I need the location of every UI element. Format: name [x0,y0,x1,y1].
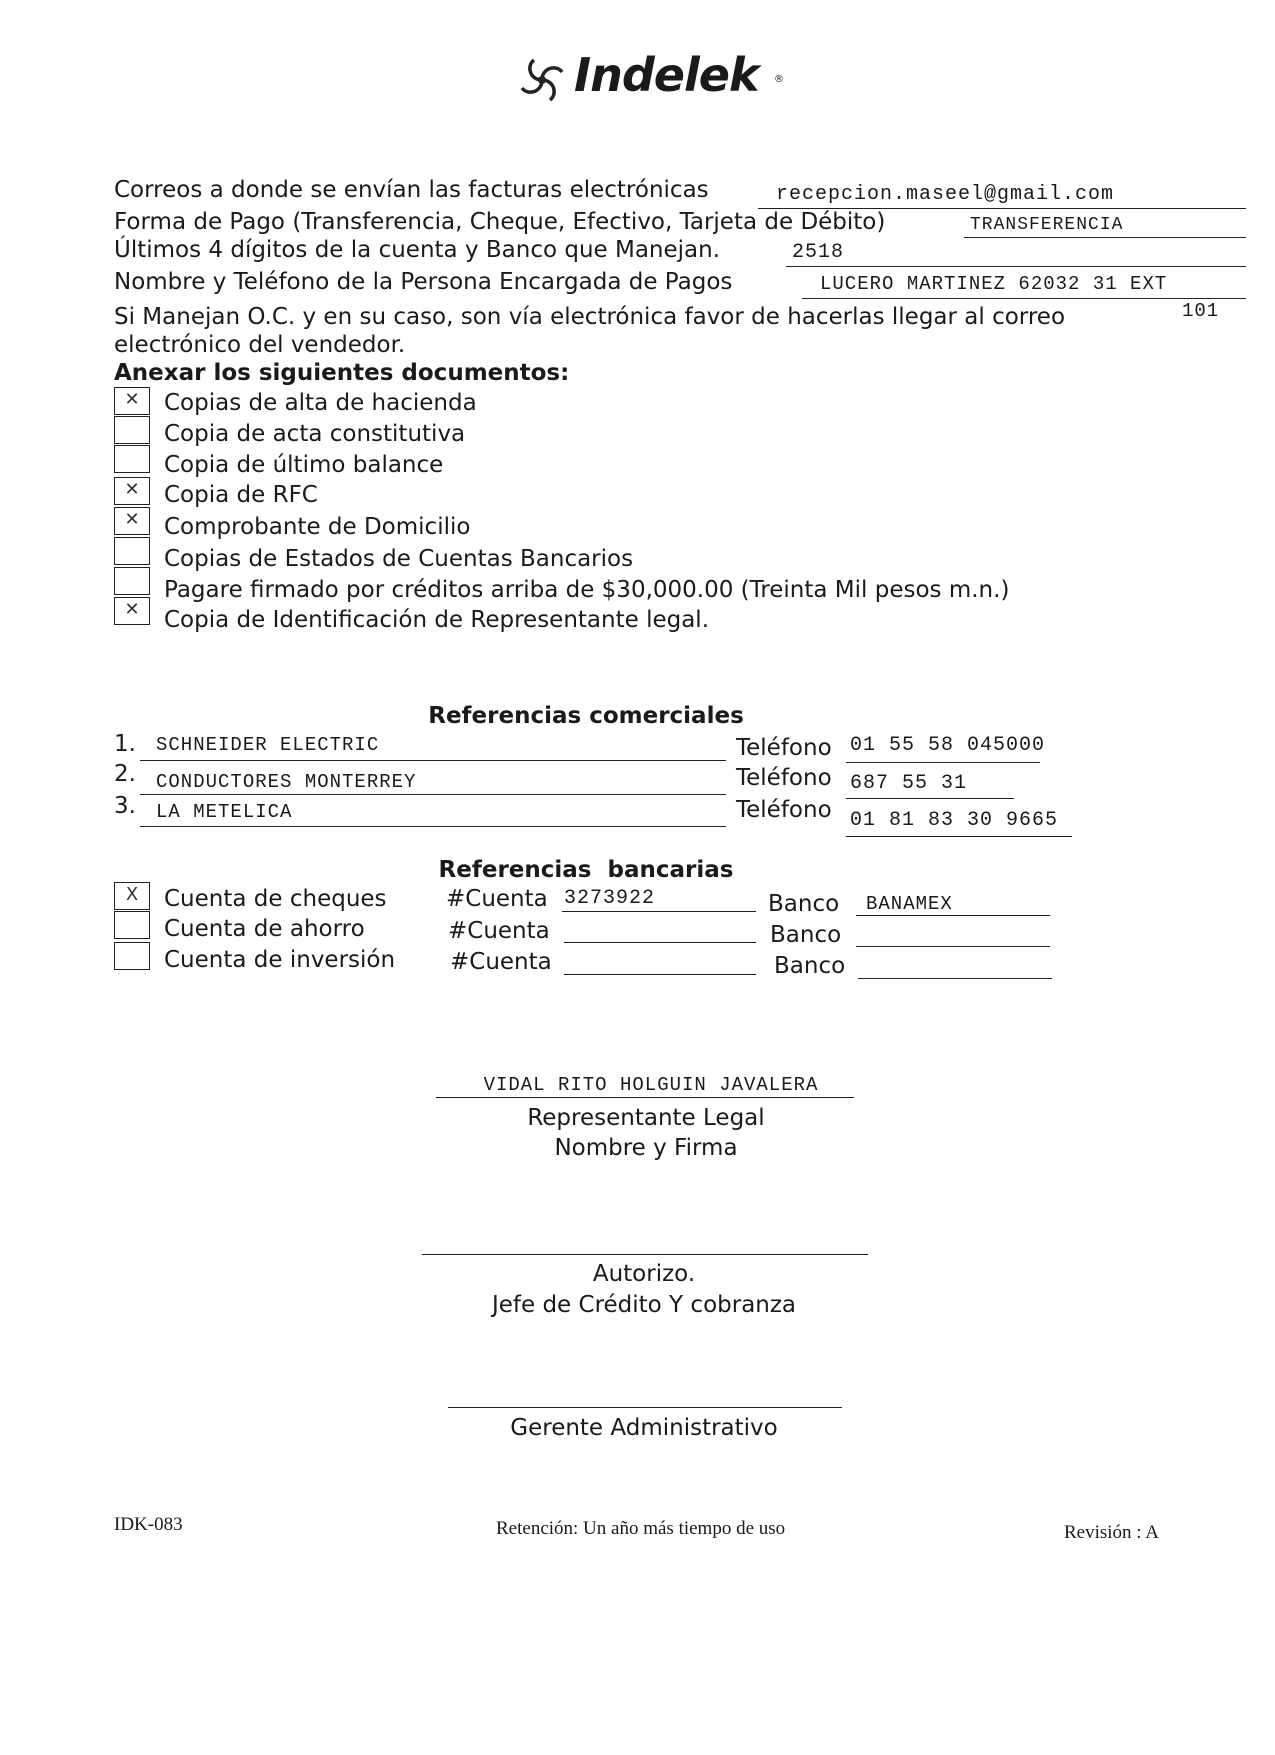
contact-underline [802,298,1246,299]
email-label: Correos a donde se envían las facturas electrónicas [114,177,709,203]
payment-underline [964,237,1246,238]
representative-signature-line [436,1097,854,1098]
doc-label-estados-cuenta: Copias de Estados de Cuentas Bancarios [164,546,634,572]
doc-checkbox-estados-cuenta[interactable] [114,537,150,565]
commercial-ref-phone-label: Teléfono [736,765,832,791]
bank-account-number-underline [564,974,756,975]
account-value: 2518 [792,241,845,264]
doc-checkbox-acta-constitutiva[interactable] [114,416,150,444]
bank-account-type: Cuenta de inversión [164,947,396,973]
doc-label-comprobante-domicilio: Comprobante de Domicilio [164,514,471,540]
doc-checkbox-identificacion[interactable]: ✕ [114,597,150,625]
oc-note-line2: electrónico del vendedor. [114,332,406,358]
commercial-ref-phone: 01 81 83 30 9665 [850,809,1059,832]
bank-account-type: Cuenta de cheques [164,886,387,912]
email-value: recepcion.maseel@gmail.com [776,183,1115,206]
bank-refs-heading: Referencias bancarias [438,857,734,883]
doc-checkbox-alta-hacienda[interactable]: ✕ [114,387,150,415]
bank-checkbox-ahorro[interactable] [114,911,150,939]
representative-name: VIDAL RITO HOLGUIN JAVALERA [483,1074,819,1096]
authorization-subtitle: Jefe de Crédito Y cobranza [491,1292,797,1318]
bank-account-number-label: #Cuenta [448,918,550,944]
company-logo [512,46,782,116]
doc-checkbox-comprobante-domicilio[interactable]: ✕ [114,507,150,535]
doc-label-pagare: Pagare firmado por créditos arriba de $30,000.00 (Treinta Mil pesos m.n.) [164,577,1010,603]
doc-checkbox-ultimo-balance[interactable] [114,445,150,473]
authorization-title: Autorizo. [592,1261,696,1287]
commercial-ref-phone-underline [846,836,1072,837]
account-underline [786,266,1246,267]
bank-name-value: BANAMEX [866,893,953,915]
commercial-ref-number: 2. [114,761,136,787]
commercial-ref-phone-label: Teléfono [736,797,832,823]
bank-checkbox-inversion[interactable] [114,942,150,970]
commercial-ref-name: LA METELICA [156,801,293,823]
logo-text: Indelek [574,48,759,102]
manager-signature-line [448,1407,842,1408]
payment-value: TRANSFERENCIA [970,215,1124,235]
doc-label-ultimo-balance: Copia de último balance [164,452,444,478]
bank-account-number-label: #Cuenta [450,949,552,975]
commercial-ref-name-underline [140,760,726,761]
commercial-ref-phone-underline [846,762,1040,763]
commercial-ref-number: 1. [114,731,136,757]
commercial-ref-phone-underline [846,798,1014,799]
commercial-ref-name-underline [140,826,726,827]
commercial-ref-phone: 687 55 31 [850,772,968,795]
bank-account-number-value: 3273922 [564,887,656,910]
doc-checkbox-pagare[interactable] [114,567,150,595]
contact-value: LUCERO MARTINEZ 62032 31 EXT [820,273,1168,295]
bank-name-label: Banco [774,953,846,979]
bank-name-underline [856,915,1050,916]
commercial-ref-name: CONDUCTORES MONTERREY [156,771,417,793]
manager-title: Gerente Administrativo [510,1415,778,1441]
representative-subtitle: Nombre y Firma [554,1135,738,1161]
bank-name-underline [856,946,1050,947]
contact-label: Nombre y Teléfono de la Persona Encargada de Pagos [114,269,733,295]
contact-ext-value: 101 [1182,300,1220,322]
bank-name-label: Banco [768,891,840,917]
doc-label-rfc: Copia de RFC [164,482,318,508]
documents-heading: Anexar los siguientes documentos: [114,360,570,386]
footer-form-code: IDK-083 [114,1514,183,1535]
doc-label-alta-hacienda: Copias de alta de hacienda [164,390,477,416]
bank-account-number-label: #Cuenta [446,886,548,912]
commercial-ref-name: SCHNEIDER ELECTRIC [156,734,380,756]
commercial-refs-heading: Referencias comerciales [428,703,744,729]
doc-label-identificacion: Copia de Identificación de Representante legal. [164,607,710,633]
account-label: Últimos 4 dígitos de la cuenta y Banco que Manejan. [114,237,721,263]
commercial-ref-phone: 01 55 58 045000 [850,734,1046,757]
bank-account-number-underline [562,911,756,912]
logo-registered-mark: ® [774,74,784,85]
authorization-signature-line [422,1254,868,1255]
commercial-ref-phone-label: Teléfono [736,735,832,761]
bank-account-number-underline [564,942,756,943]
bank-account-type: Cuenta de ahorro [164,916,365,942]
footer-retention: Retención: Un año más tiempo de uso [496,1518,786,1539]
doc-checkbox-rfc[interactable]: ✕ [114,477,150,505]
oc-note-line1: Si Manejan O.C. y en su caso, son vía electrónica favor de hacerlas llegar al correo [114,304,1066,330]
commercial-ref-number: 3. [114,793,136,819]
representative-title: Representante Legal [527,1105,765,1131]
bank-name-underline [858,978,1052,979]
payment-label: Forma de Pago (Transferencia, Cheque, Efectivo, Tarjeta de Débito) [114,209,886,235]
commercial-ref-name-underline [140,794,726,795]
bank-checkbox-cheques[interactable]: X [114,882,150,910]
doc-label-acta-constitutiva: Copia de acta constitutiva [164,421,466,447]
bank-name-label: Banco [770,922,842,948]
logo-swirl-icon [512,50,572,110]
footer-revision: Revisión : A [1064,1522,1160,1543]
